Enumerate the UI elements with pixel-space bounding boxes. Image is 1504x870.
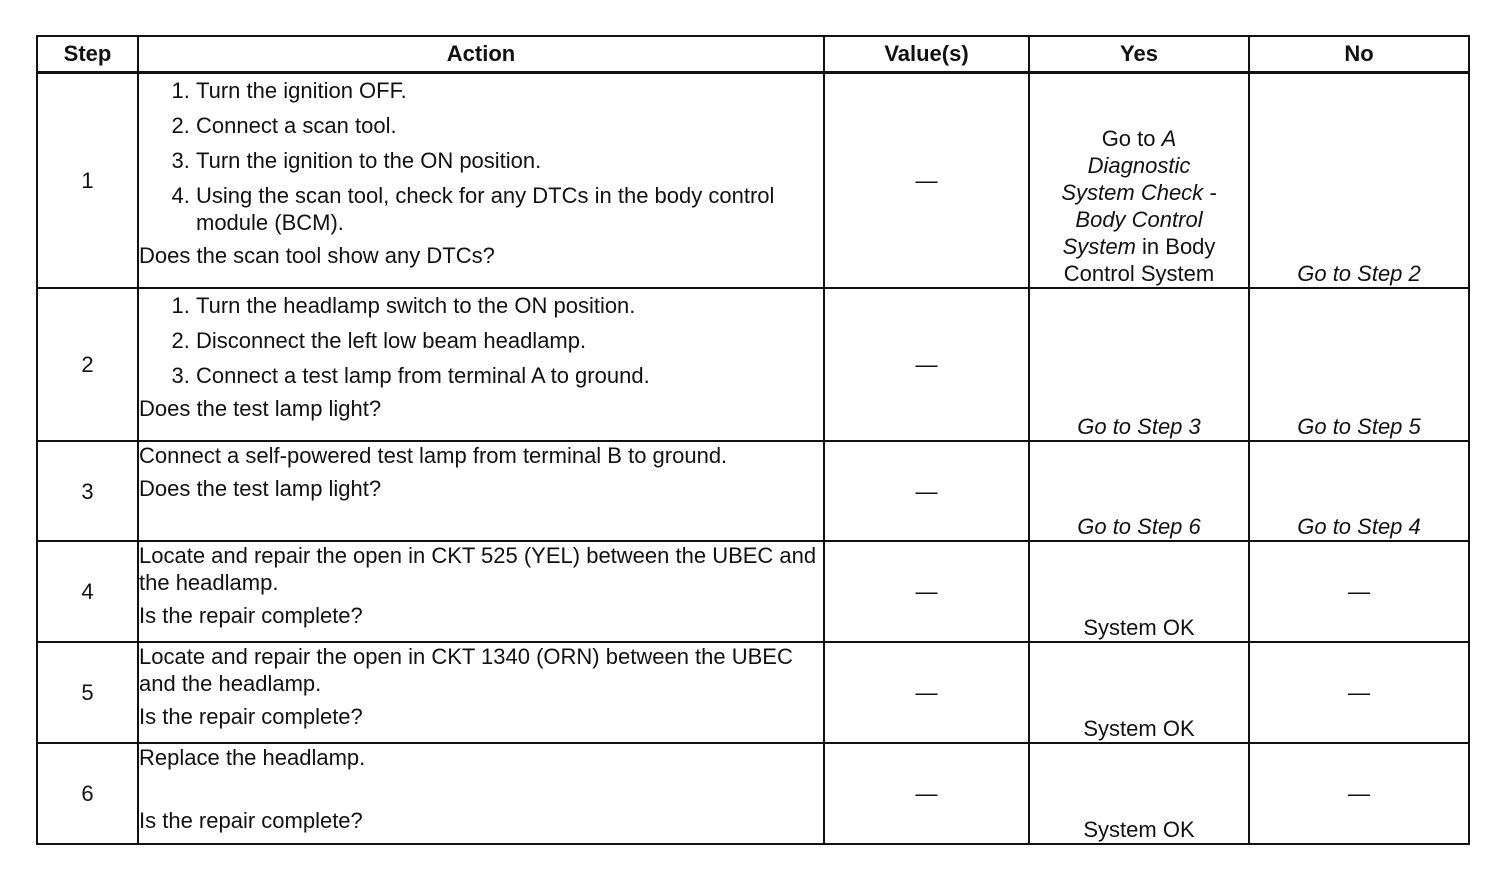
value-cell: — (824, 642, 1029, 743)
yes-cell (1029, 72, 1249, 288)
action-question: Is the repair complete? (139, 603, 363, 628)
header-row (37, 36, 1469, 72)
header-no: No (1249, 36, 1469, 72)
yes-prefix: Go to (1101, 126, 1162, 151)
table-row (37, 288, 1469, 441)
action-step-item: 2. Connect a scan tool. (196, 112, 823, 139)
action-cell (138, 743, 824, 844)
action-question: Does the test lamp light? (139, 396, 382, 421)
action-step-item: 3. Connect a test lamp from terminal A to ground. (196, 362, 823, 389)
value-cell: — (824, 743, 1029, 844)
action-question: Is the repair complete? (139, 704, 363, 729)
action-cell (138, 288, 824, 441)
step-number: 5 (37, 642, 138, 743)
action-steps (139, 292, 823, 389)
no-cell[interactable]: Go to Step 4 (1249, 441, 1469, 541)
header-action: Action (138, 36, 824, 72)
action-question: Does the scan tool show any DTCs? (139, 242, 495, 268)
header-values: Value(s) (824, 36, 1029, 72)
step-number: 1 (37, 72, 138, 288)
step-number: 6 (37, 743, 138, 844)
action-text: Connect a self-powered test lamp from terminal B to ground. (139, 443, 728, 468)
action-cell (138, 642, 824, 743)
action-text: Locate and repair the open in CKT 1340 (ORN) between the UBEC and the headlamp. (139, 644, 793, 696)
action-step-item: 2. Disconnect the left low beam headlamp. (196, 327, 823, 354)
action-steps (139, 77, 823, 236)
yes-cell: System OK (1029, 743, 1249, 844)
action-step-item: 1. Turn the ignition OFF. (196, 77, 823, 104)
table-row (37, 541, 1469, 642)
yes-cell[interactable]: Go to Step 6 (1029, 441, 1249, 541)
yes-cell[interactable]: Go to Step 3 (1029, 288, 1249, 441)
value-cell: — (824, 72, 1029, 288)
action-question: Is the repair complete? (139, 808, 363, 833)
no-cell[interactable]: Go to Step 5 (1249, 288, 1469, 441)
action-text: Replace the headlamp. (139, 745, 366, 770)
action-cell (138, 441, 824, 541)
yes-link[interactable]: A Diagnostic System Check - Body Control System (1061, 126, 1217, 259)
table-row (37, 72, 1469, 288)
action-question: Does the test lamp light? (139, 476, 382, 501)
action-step-item: 3. Turn the ignition to the ON position. (196, 147, 823, 174)
yes-cell: System OK (1029, 642, 1249, 743)
table-row (37, 642, 1469, 743)
yes-suffix: in Body Control System (1063, 234, 1216, 286)
action-cell (138, 72, 824, 288)
no-cell[interactable]: Go to Step 2 (1249, 72, 1469, 288)
table-row (37, 441, 1469, 541)
header-yes: Yes (1029, 36, 1249, 72)
diagnostic-table (36, 35, 1470, 845)
action-text: Locate and repair the open in CKT 525 (YEL) between the UBEC and the headlamp. (139, 543, 817, 595)
action-cell (138, 541, 824, 642)
no-cell: — (1249, 642, 1469, 743)
step-number: 3 (37, 441, 138, 541)
value-cell: — (824, 441, 1029, 541)
no-cell: — (1249, 541, 1469, 642)
step-number: 2 (37, 288, 138, 441)
step-number: 4 (37, 541, 138, 642)
value-cell: — (824, 541, 1029, 642)
yes-cell: System OK (1029, 541, 1249, 642)
no-cell: — (1249, 743, 1469, 844)
action-step-item: 4. Using the scan tool, check for any DTCs in the body control module (BCM). (196, 182, 823, 236)
action-step-item: 1. Turn the headlamp switch to the ON position. (196, 292, 823, 319)
table-row (37, 743, 1469, 844)
header-step: Step (37, 36, 138, 72)
value-cell: — (824, 288, 1029, 441)
